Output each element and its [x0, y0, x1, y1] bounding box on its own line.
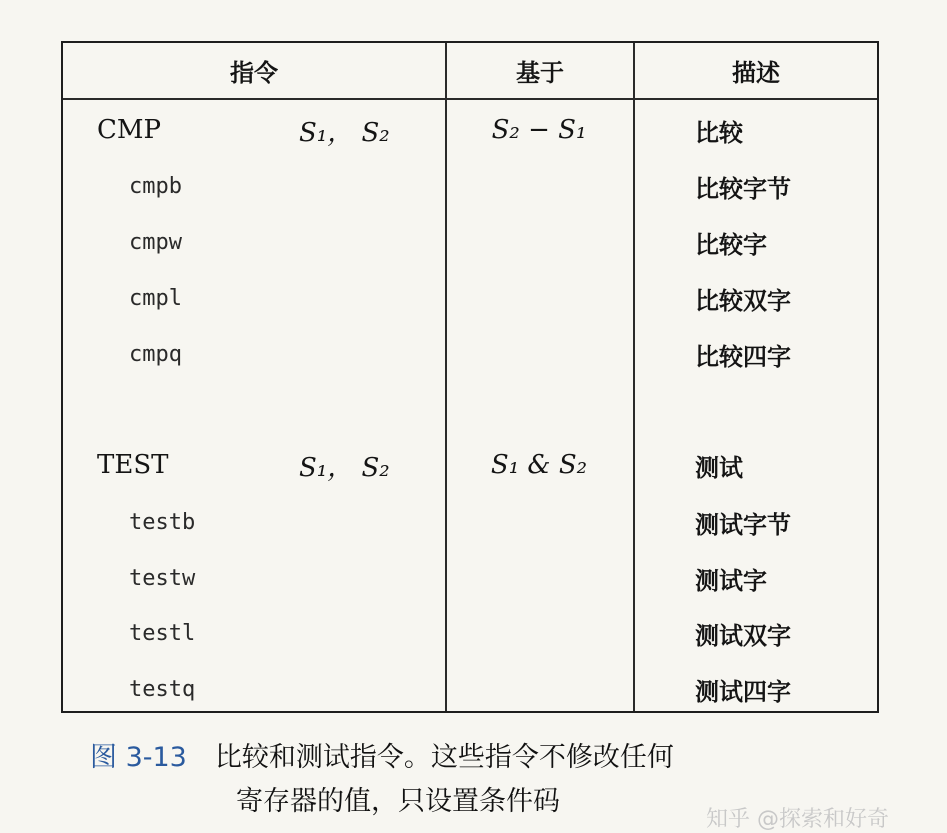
- description-cmpq: 比较四字: [695, 342, 791, 371]
- table-row: [63, 613, 877, 653]
- description-cmpb: 比较字节: [695, 174, 791, 203]
- operands-cmp: S₁， S₂: [299, 117, 390, 148]
- description-test: 测试: [695, 453, 743, 482]
- instruction-table: [61, 41, 879, 713]
- table-row: [63, 502, 877, 542]
- description-testw: 测试字: [695, 566, 767, 595]
- caption-line-1: 比较和测试指令。这些指令不修改任何: [214, 742, 674, 773]
- mnemonic-cmpw: cmpw: [129, 229, 182, 255]
- table-row: [63, 222, 877, 262]
- operands-test: S₁， S₂: [299, 452, 390, 483]
- table-row-test: [63, 445, 877, 485]
- description-testl: 测试双字: [695, 621, 791, 650]
- basis-cmp: S₂ − S₁: [491, 115, 587, 145]
- header-instruction: 指令: [230, 59, 278, 87]
- table-row: [63, 166, 877, 206]
- figure-number: 图 3-13: [90, 742, 187, 773]
- description-cmpw: 比较字: [695, 230, 767, 259]
- mnemonic-test: TEST: [97, 450, 169, 480]
- description-cmpl: 比较双字: [695, 286, 791, 315]
- table-row: [63, 669, 877, 709]
- mnemonic-cmpb: cmpb: [129, 173, 182, 199]
- table-row: [63, 558, 877, 598]
- watermark: 知乎 @探索和好奇: [706, 807, 889, 832]
- mnemonic-testw: testw: [129, 565, 196, 591]
- table-row-cmp: [63, 110, 877, 150]
- mnemonic-testq: testq: [129, 676, 196, 702]
- basis-test: S₁ & S₂: [490, 450, 588, 480]
- mnemonic-testl: testl: [129, 620, 196, 646]
- description-cmp: 比较: [695, 118, 743, 147]
- mnemonic-cmpq: cmpq: [129, 341, 182, 367]
- table-row: [63, 278, 877, 318]
- header-description: 描述: [732, 59, 780, 87]
- mnemonic-testb: testb: [129, 509, 196, 535]
- header-basis: 基于: [516, 59, 564, 87]
- caption-line-2: 寄存器的值，只设置条件码: [236, 786, 560, 817]
- description-testb: 测试字节: [695, 510, 791, 539]
- description-testq: 测试四字: [695, 677, 791, 706]
- mnemonic-cmpl: cmpl: [129, 285, 182, 311]
- header-divider: [63, 98, 877, 100]
- table-row: [63, 334, 877, 374]
- mnemonic-cmp: CMP: [97, 115, 162, 145]
